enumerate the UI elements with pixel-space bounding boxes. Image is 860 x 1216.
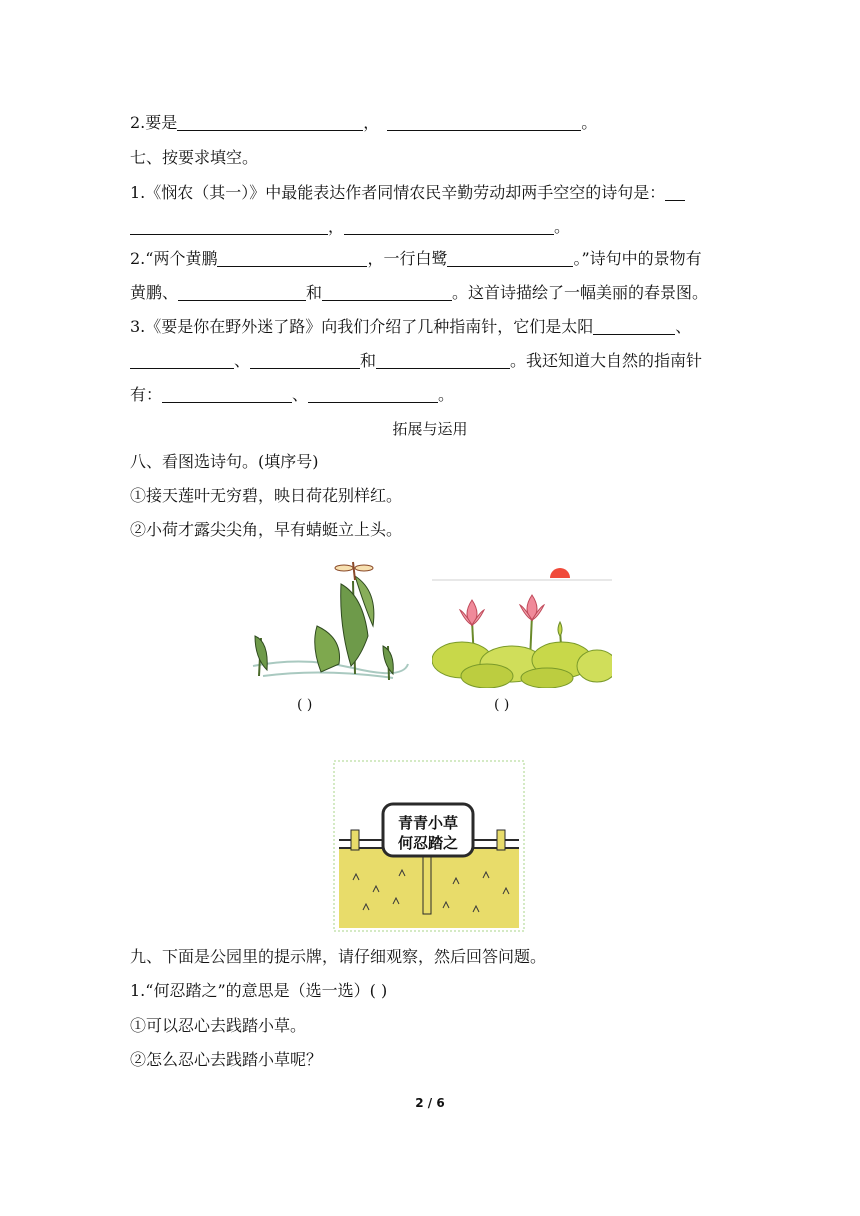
s7-q3-f: 有： [130,385,163,404]
answer-blank[interactable] [130,218,328,235]
s7-q2-e: 和 [306,283,323,302]
s9-q1: 1.“何忍踏之”的意思是（选一选）( ) [130,981,388,1000]
s6-q2-comma: ， [363,113,380,132]
s6-q2 [130,113,597,133]
s7-q3-b: 、 [675,317,692,336]
sign-text-2: 何忍踏之 [397,834,458,852]
s7-q3-d: 和 [360,351,377,370]
s7-title: 七、按要求填空。 [130,148,259,167]
s7-q2-b: ，一行白鹭 [367,249,448,268]
s9-title: 九、下面是公园里的提示牌，请仔细观察，然后回答问题。 [130,947,547,966]
s7-q2-a: 2.“两个黄鹏 [130,249,218,268]
s9-opt1: ①可以忍心去践踏小草。 [130,1016,307,1035]
s8-opt1: ①接天莲叶无穷碧，映日荷花别样红。 [130,486,403,505]
answer-paren-left[interactable]: ( ) [297,697,313,713]
s7-q3-g: 、 [292,385,309,404]
s7-q1-comma: ， [328,217,345,236]
answer-blank[interactable] [387,114,581,131]
s7-q2-c: 。”诗句中的景物有 [573,249,702,268]
answer-blank[interactable] [178,284,306,301]
s7-q2-f: 。这首诗描绘了一幅美丽的春景图。 [452,283,709,302]
s7-q1-line2 [130,217,570,237]
s7-q3-h: 。 [438,385,455,404]
s8-opt2: ②小荷才露尖尖角，早有蜻蜓立上头。 [130,520,403,539]
dragonfly-lotus-image [243,556,413,688]
answer-blank[interactable] [130,352,234,369]
answer-blank[interactable] [162,386,292,403]
answer-blank[interactable] [447,250,573,267]
s7-q1 [130,183,685,203]
s7-q1-end: 。 [554,217,571,236]
lotus-flowers-image [432,560,612,688]
s7-q2-d: 黄鹏、 [130,283,179,302]
answer-blank[interactable] [665,184,685,201]
answer-blank[interactable] [322,284,452,301]
s7-q3 [130,317,691,337]
s7-q2 [130,249,702,269]
answer-blank[interactable] [250,352,360,369]
s7-q3-c: 、 [234,351,251,370]
answer-blank[interactable] [593,318,675,335]
sign-text-1: 青青小草 [397,814,458,832]
page-number: 2 / 6 [415,1096,445,1110]
answer-blank[interactable] [177,114,363,131]
answer-blank[interactable] [217,250,367,267]
s8-title: 八、看图选诗句。(填序号) [130,452,319,471]
s7-q1-text: 1.《悯农（其一）》中最能表达作者同情农民辛勤劳动却两手空空的诗句是： [130,183,666,202]
answer-blank[interactable] [344,218,554,235]
answer-paren-right[interactable]: ( ) [494,697,510,713]
answer-blank[interactable] [308,386,438,403]
s6-q2-prefix: 2.要是 [130,113,178,132]
s9-opt2: ②怎么忍心去践踏小草呢？ [130,1050,323,1069]
s7-q3-line2 [130,351,702,371]
s7-q3-line3 [130,385,454,405]
subheading: 拓展与运用 [392,420,468,438]
s7-q3-a: 3.《要是你在野外迷了路》向我们介绍了几种指南针，它们是太阳 [130,317,594,336]
s7-q2-line2 [130,283,708,303]
answer-blank[interactable] [376,352,510,369]
s7-q3-e: 。我还知道大自然的指南针 [510,351,703,370]
s6-q2-end: 。 [581,113,598,132]
